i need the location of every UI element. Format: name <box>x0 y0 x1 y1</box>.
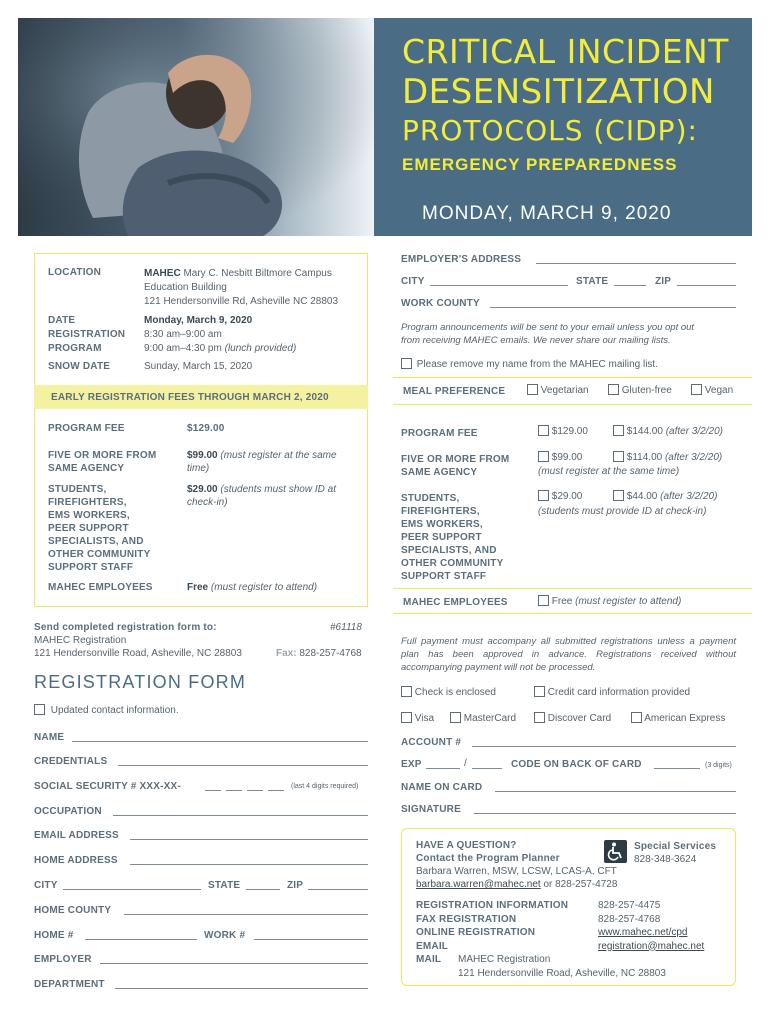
name-field[interactable] <box>72 741 368 742</box>
location-address: 121 Hendersonville Rd, Asheville NC 28803 <box>144 296 339 307</box>
work-city-label: CITY <box>401 276 425 287</box>
fax-value: 828-257-4768 <box>296 648 362 659</box>
location-label: LOCATION <box>48 267 102 278</box>
ssn-digit-2[interactable] <box>226 790 242 791</box>
program-fee-value: $129.00 <box>187 423 225 434</box>
exp-year-field[interactable] <box>472 768 502 769</box>
person-illustration <box>18 18 374 236</box>
students-line: FIREFIGHTERS, <box>48 497 127 508</box>
meal-gluten-free[interactable] <box>608 384 672 396</box>
five-option-b[interactable] <box>613 451 722 463</box>
email-field[interactable] <box>130 839 368 840</box>
home-county-label: HOME COUNTY <box>34 905 112 916</box>
students-note-2: check-in) <box>187 497 228 508</box>
right-five-note: (must register at the same time) <box>538 466 680 477</box>
meal-preference-label: MEAL PREFERENCE <box>403 386 506 397</box>
code-back-field[interactable] <box>654 768 700 769</box>
home-phone-field[interactable] <box>85 939 197 940</box>
planner-phone: or 828-257-4728 <box>540 879 618 890</box>
right-students-line: PEER SUPPORT <box>401 532 482 543</box>
home-county-field[interactable] <box>124 914 368 915</box>
card-discover[interactable] <box>534 712 611 724</box>
updated-contact-checkbox[interactable] <box>34 704 45 715</box>
program-fee-option-a[interactable] <box>538 425 588 437</box>
mahec-employees-label: MAHEC EMPLOYEES <box>48 582 153 593</box>
right-students-line: SPECIALISTS, AND <box>401 545 497 556</box>
check-enclosed-option[interactable] <box>401 686 496 698</box>
name-label: NAME <box>34 732 65 743</box>
payment-notice <box>401 635 736 674</box>
exp-month-field[interactable] <box>426 768 460 769</box>
planner-email-row <box>416 879 617 890</box>
department-field[interactable] <box>115 988 368 989</box>
home-address-label: HOME ADDRESS <box>34 855 118 866</box>
planner-name: Barbara Warren, MSW, LCSW, LCAS-A, CFT <box>416 866 617 877</box>
send-line-2: 121 Hendersonville Road, Asheville, NC 28803 <box>34 648 242 659</box>
right-five-label <box>401 453 509 479</box>
work-phone-label: WORK # <box>204 930 246 941</box>
mahec-free-note: (must register to attend) <box>572 596 682 607</box>
exp-label: EXP <box>401 759 422 770</box>
employer-address-field[interactable] <box>536 263 736 264</box>
payment-line-2: payment plan has been approved in advance. Registrations received <box>401 636 736 660</box>
location-building: Education Building <box>144 282 227 293</box>
send-fax <box>276 648 362 659</box>
mahec-free-checkbox[interactable] <box>538 595 549 606</box>
accessibility-icon <box>604 840 627 863</box>
date-value: Monday, March 9, 2020 <box>144 315 253 326</box>
state-label: STATE <box>208 880 241 891</box>
account-label: ACCOUNT # <box>401 737 462 748</box>
early-fees-text: EARLY REGISTRATION FEES THROUGH MARCH 2, 2020 <box>51 392 329 403</box>
mastercard-label: MasterCard <box>463 713 517 724</box>
mail-label: MAIL <box>416 954 442 965</box>
email-label-info: EMAIL <box>416 940 449 952</box>
vegetarian-label: Vegetarian <box>540 385 589 396</box>
name-on-card-field[interactable] <box>495 791 736 792</box>
announcement-line-2: from receiving MAHEC emails. We never share our mailing lists. <box>401 335 671 346</box>
program-fee-a-label: $129.00 <box>551 426 588 437</box>
students-a-label: $29.00 <box>551 491 583 502</box>
online-registration-label: ONLINE REGISTRATION <box>416 927 536 938</box>
info-values <box>598 899 704 953</box>
send-line-1: MAHEC Registration <box>34 635 127 646</box>
remove-mailing-checkbox[interactable] <box>401 358 412 369</box>
credentials-field[interactable] <box>118 765 368 766</box>
event-date: MONDAY, MARCH 9, 2020 <box>422 203 672 224</box>
right-students-line: OTHER COMMUNITY <box>401 558 504 569</box>
employer-address-label: EMPLOYER'S ADDRESS <box>401 254 522 265</box>
five-more-value <box>187 449 337 475</box>
program-fee-b-label: $144.00 <box>626 426 663 437</box>
work-zip-field[interactable] <box>677 285 736 286</box>
employer-field[interactable] <box>100 963 368 964</box>
students-note-1: (students must show ID at <box>217 484 336 495</box>
students-b-label: $44.00 <box>626 491 658 502</box>
mahec-note: (must register to attend) <box>208 582 318 593</box>
program-fee-a-checkbox[interactable] <box>538 425 549 436</box>
ssn-digit-1[interactable] <box>205 790 221 791</box>
name-on-card-label: NAME ON CARD <box>401 782 483 793</box>
credit-card-option[interactable] <box>534 686 690 698</box>
check-enclosed-label: Check is enclosed <box>414 687 496 698</box>
program-fee-option-b[interactable] <box>613 425 723 437</box>
program-fee-b-note: (after 3/2/20) <box>662 426 723 437</box>
right-students-line: EMS WORKERS, <box>401 519 483 530</box>
credit-card-label: Credit card information provided <box>547 687 691 698</box>
ssn-digit-4[interactable] <box>268 790 284 791</box>
subtitle: EMERGENCY PREPAREDNESS <box>402 155 678 174</box>
city-label: CITY <box>34 880 58 891</box>
employer-label: EMPLOYER <box>34 954 92 965</box>
signature-label: SIGNATURE <box>401 804 461 815</box>
title-line-2: DESENSITIZATION <box>402 72 715 112</box>
five-label-1: FIVE OR MORE FROM <box>48 450 157 461</box>
visa-checkbox[interactable] <box>401 712 412 723</box>
amex-checkbox[interactable] <box>631 712 642 723</box>
snow-date-label: SNOW DATE <box>48 361 111 372</box>
students-a-checkbox[interactable] <box>538 490 549 501</box>
right-five-line-1: FIVE OR MORE FROM <box>401 454 510 465</box>
updated-contact-label: Updated contact information. <box>50 705 179 716</box>
payment-line-1: Full payment must accompany all submitted registrations unless a <box>401 636 695 647</box>
header-photo <box>18 18 374 236</box>
remove-mailing-row[interactable] <box>401 358 658 370</box>
five-b-checkbox[interactable] <box>613 451 624 462</box>
students-line: OTHER COMMUNITY <box>48 549 151 560</box>
online-registration-link[interactable]: www.mahec.net/cpd <box>598 927 688 938</box>
program-fee-label: PROGRAM FEE <box>48 423 125 434</box>
registration-form-title: REGISTRATION FORM <box>34 672 247 692</box>
department-label: DEPARTMENT <box>34 979 105 990</box>
work-zip-label: ZIP <box>655 276 672 287</box>
date-label <box>48 314 125 356</box>
five-a-checkbox[interactable] <box>538 451 549 462</box>
five-more-label <box>48 449 156 475</box>
right-students-line: SUPPORT STAFF <box>401 571 487 582</box>
credit-card-checkbox[interactable] <box>534 686 545 697</box>
mahec-free-label: Free <box>551 596 573 607</box>
check-enclosed-checkbox[interactable] <box>401 686 412 697</box>
registration-email-link[interactable]: registration@mahec.net <box>598 940 705 952</box>
five-note-2: time) <box>187 463 210 474</box>
gluten-free-checkbox[interactable] <box>608 384 619 395</box>
program-label: PROGRAM <box>48 343 102 354</box>
occupation-label: OCCUPATION <box>34 806 102 817</box>
right-students-label <box>401 492 503 583</box>
occupation-field[interactable] <box>113 815 368 816</box>
students-line: STUDENTS, <box>48 484 107 495</box>
five-option-a[interactable] <box>538 451 582 463</box>
right-five-line-2: SAME AGENCY <box>401 467 478 478</box>
payment-line-3: without accompanying payment will not be processed. <box>401 649 736 673</box>
ssn-label: SOCIAL SECURITY # XXX-XX- <box>34 781 181 792</box>
question-heading: HAVE A QUESTION? <box>416 840 517 851</box>
visa-label: Visa <box>414 713 435 724</box>
program-time: 9:00 am–4:30 pm <box>144 343 225 354</box>
send-heading: Send completed registration form to: <box>34 622 217 633</box>
home-phone-label: HOME # <box>34 930 74 941</box>
mail-line-2: 121 Hendersonville Road, Asheville, NC 28803 <box>458 967 666 979</box>
announcement-text <box>401 321 694 347</box>
mahec-employees-value <box>187 582 317 593</box>
code-back-label: CODE ON BACK OF CARD <box>511 759 642 770</box>
early-fees-banner <box>34 385 368 409</box>
students-line: PEER SUPPORT <box>48 523 129 534</box>
special-services-phone: 828-348-3624 <box>634 854 697 865</box>
registration-info-label: REGISTRATION INFORMATION <box>416 900 569 911</box>
work-city-field[interactable] <box>430 285 568 286</box>
remove-mailing-label: Please remove my name from the MAHEC mailing list. <box>416 359 658 370</box>
students-line: SUPPORT STAFF <box>48 562 134 573</box>
location-org: MAHEC <box>144 268 181 279</box>
mahec-free-option[interactable] <box>538 595 681 607</box>
right-students-line: FIREFIGHTERS, <box>401 506 480 517</box>
exp-slash: / <box>464 758 467 769</box>
five-note-1: (must register at the same <box>217 450 337 461</box>
card-visa[interactable] <box>401 712 434 724</box>
five-label-2: SAME AGENCY <box>48 463 125 474</box>
right-students-note: (students must provide ID at check-in) <box>538 506 707 517</box>
meal-vegetarian[interactable] <box>527 384 589 396</box>
location-value <box>144 267 338 309</box>
students-label <box>48 483 150 574</box>
program-note: (lunch provided) <box>224 343 297 354</box>
zip-field[interactable] <box>308 889 368 890</box>
updated-contact-row[interactable] <box>34 704 179 716</box>
fax-registration-label: FAX REGISTRATION <box>416 913 517 925</box>
right-program-fee-label: PROGRAM FEE <box>401 428 478 439</box>
snow-date-value: Sunday, March 15, 2020 <box>144 361 253 372</box>
three-digits-note: (3 digits) <box>705 762 732 769</box>
title-line-1: CRITICAL INCIDENT <box>402 32 729 71</box>
ssn-note: (last 4 digits required) <box>291 783 359 790</box>
ssn-digit-3[interactable] <box>247 790 263 791</box>
five-a-label: $99.00 <box>551 452 583 463</box>
work-county-field[interactable] <box>490 307 736 308</box>
students-option-b[interactable] <box>613 490 717 502</box>
five-b-note: (after 3/2/20) <box>662 452 723 463</box>
right-mahec-label: MAHEC EMPLOYEES <box>403 597 508 608</box>
gluten-free-label: Gluten-free <box>621 385 672 396</box>
students-price: $29.00 <box>187 484 218 495</box>
header-title-panel <box>374 18 752 236</box>
planner-email-link[interactable]: barbara.warren@mahec.net <box>416 879 541 890</box>
question-contact: Contact the Program Planner <box>416 853 560 864</box>
location-campus: Mary C. Nesbitt Biltmore Campus <box>180 268 332 279</box>
students-value <box>187 483 336 509</box>
mail-line-1: MAHEC Registration <box>458 954 551 965</box>
registration-info-phone: 828-257-4475 <box>598 900 661 911</box>
announcement-line-1: Program announcements will be sent to your email unless you opt out <box>401 322 695 333</box>
mastercard-checkbox[interactable] <box>450 712 461 723</box>
work-phone-field[interactable] <box>254 939 368 940</box>
date-values <box>144 314 296 356</box>
wheelchair-icon <box>604 840 627 863</box>
amex-label: American Express <box>644 713 726 724</box>
students-option-a[interactable] <box>538 490 582 502</box>
discover-label: Discover Card <box>547 713 612 724</box>
state-field[interactable] <box>246 889 280 890</box>
five-value: $99.00 <box>187 450 218 461</box>
account-field[interactable] <box>472 746 736 747</box>
card-mastercard[interactable] <box>450 712 516 724</box>
fax-registration-number: 828-257-4768 <box>598 913 661 925</box>
mail-address <box>458 953 666 980</box>
students-line: SPECIALISTS, AND <box>48 536 144 547</box>
work-state-field[interactable] <box>614 285 646 286</box>
students-b-note: (after 3/2/20) <box>657 491 718 502</box>
registration-label: REGISTRATION <box>48 329 126 340</box>
vegan-checkbox[interactable] <box>691 384 702 395</box>
signature-field[interactable] <box>474 813 736 814</box>
program-fee-b-checkbox[interactable] <box>613 425 624 436</box>
registration-time: 8:30 am–9:00 am <box>144 329 222 340</box>
home-address-field[interactable] <box>130 864 368 865</box>
meal-vegan[interactable] <box>691 384 733 396</box>
discover-checkbox[interactable] <box>534 712 545 723</box>
right-students-line: STUDENTS, <box>401 493 460 504</box>
work-county-label: WORK COUNTY <box>401 298 480 309</box>
date-label-text: DATE <box>48 315 76 326</box>
card-amex[interactable] <box>631 712 725 724</box>
credentials-label: CREDENTIALS <box>34 756 108 767</box>
city-field[interactable] <box>63 889 201 890</box>
vegetarian-checkbox[interactable] <box>527 384 538 395</box>
mahec-free: Free <box>187 582 209 593</box>
email-label: EMAIL ADDRESS <box>34 830 119 841</box>
vegan-label: Vegan <box>704 385 734 396</box>
five-b-label: $114.00 <box>626 452 663 463</box>
students-b-checkbox[interactable] <box>613 490 624 501</box>
zip-label: ZIP <box>287 880 304 891</box>
special-services-label: Special Services <box>634 841 717 852</box>
title-line-3: PROTOCOLS (CIDP): <box>402 114 698 147</box>
form-code: #61118 <box>330 622 362 633</box>
work-state-label: STATE <box>576 276 609 287</box>
students-line: EMS WORKERS, <box>48 510 130 521</box>
fax-label: Fax: <box>276 648 297 659</box>
